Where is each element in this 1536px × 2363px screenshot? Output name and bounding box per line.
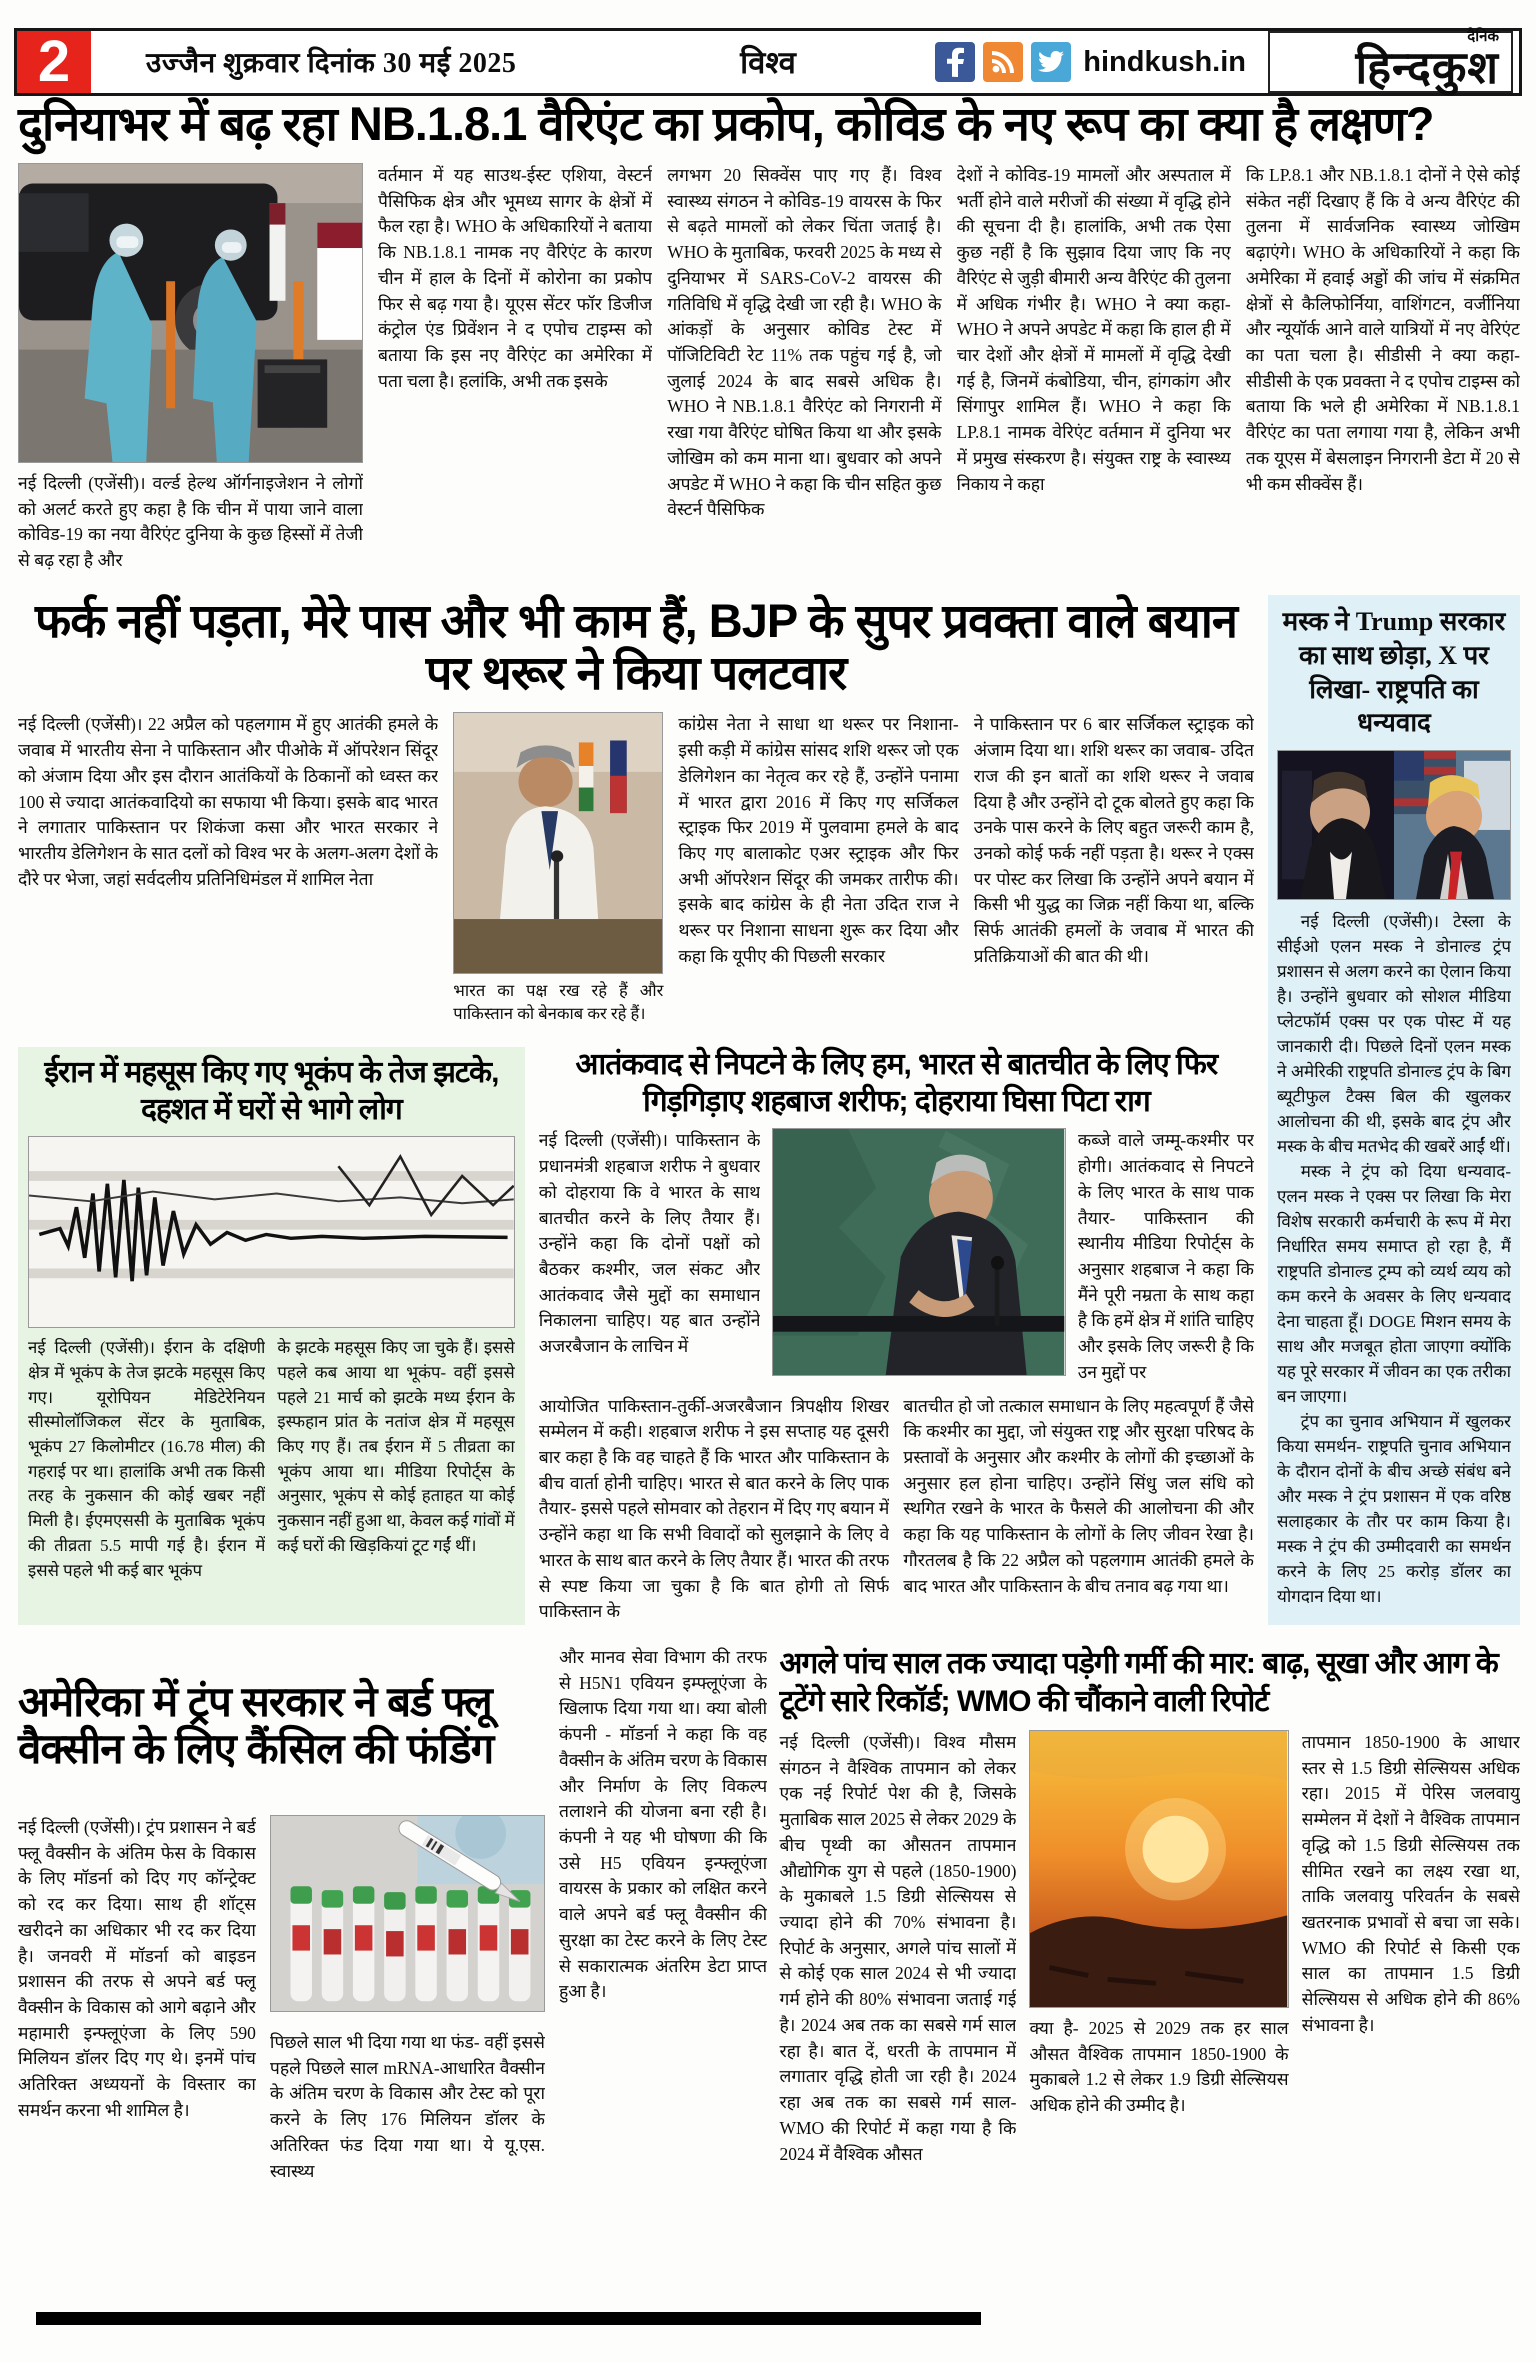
birdflu-column-left: नई दिल्ली (एजेंसी)। ट्रंप प्रशासन ने बर्ड फ्लू वैक्सीन के अंतिम फेस के विकास के लिए मॉडर्ना को दिए गए कॉन्ट्रेक्ट को रद कर दिया। साथ ही शॉट्स खरीदने का अधिकार भी रद कर दिया है। जनवरी में मॉडर्ना को बाइडन प्रशासन की तरफ से अपने बर्ड फ्लू वैक्सीन के विकास को आगे बढ़ाने और महामारी इन्फ्लूएंजा के लिए 590 मिलियन डॉलर दिए गए थे। इनमें पांच अतिरिक्त अध्ययनों के विस्तार का समर्थन करना भी शामिल है। [18,1817,256,2120]
logo-tagline: दैनिक [1467,28,1499,45]
covid-testing-photo [18,163,363,463]
covid-column-1: नई दिल्ली (एजेंसी)। वर्ल्ड हेल्थ ऑर्गनाइजेशन ने लोगों को अलर्ट करते हुए कहा है कि चीन में पाया जाने वाला कोविड-19 का नया वैरिएंट दुनिया के कुछ हिस्सों में तेजी से बढ़ रहा है और [18,473,363,571]
birdflu-column-right: और मानव सेवा विभाग की तरफ से H5N1 एवियन इम्फ्लूएंजा के खिलाफ दिया गया था। क्या बोली कंपनी - मॉडर्ना ने कहा कि वह वैक्सीन के अंतिम चरण के विकास और निर्माण के लिए विकल्प तलाशने की योजना बना रही है। कंपनी ने यह भी घोषणा की कि उसे H5 एवियन इन्फ्लूएंजा वायरस के प्रकार को लक्षित करने वाले अपने बर्ड फ्लू वैक्सीन की सुरक्षा का टेस्ट करने के लिए टेस्ट से सकारात्मक अंतरिम डेटा प्राप्त हुआ है। [558,1647,768,2002]
bottom-rule [36,2312,981,2325]
shehbaz-column-right: कब्जे वाले जम्मू-कश्मीर पर होगी। आतंकवाद से निपटने के लिए भारत के साथ पाक तैयार- पाकिस्तान की स्थानीय मीडिया रिपोर्ट्स के अनुसार शहबाज ने कहा कि मैंने पूरी नम्रता के साथ कहा है कि हमें क्षेत्र में शांति चाहिए और इसके लिए जरूरी है कि उन मुद्दों पर [1077,1130,1254,1382]
tharoor-headline: फर्क नहीं पड़ता, मेरे पास और भी काम हैं, BJP के सुपर प्रवक्ता वाले बयान पर थरूर ने किया पलटवार [34,594,1238,699]
tharoor-photo [453,712,663,974]
musk-paragraph-2: मस्क ने ट्रंप को दिया धन्यवाद- एलन मस्क ने एक्स पर लिखा कि मेरा विशेष सरकारी कर्मचारी के रूप में मेरा निर्धारित समय समाप्त हो रहा है, मैं राष्ट्रपति डोनाल्ड ट्रम्प को व्यर्थ व्यय को कम करने के अवसर के लिए धन्यवाद देना चाहता हूँ। DOGE मिशन समय के साथ और मजबूत होता जाएगा क्योंकि यह पूरे सरकार में जीवन का एक तरीका बन जाएगा। [1277,1162,1511,1406]
musk-paragraph-3: ट्रंप का चुनाव अभियान में खुलकर किया समर्थन- राष्ट्रपति चुनाव अभियान के दौरान दोनों के बीच अच्छे संबंध बने और मस्क ने ट्रंप प्रशासन में एक वरिष्ठ सलाहकार के तौर पर काम किया है। मस्क ने ट्रंप की उम्मीदवारी का समर्थन करने के लिए 25 करोड़ डॉलर का योगदान दिया था। [1277,1411,1511,1606]
iran-article [18,1047,525,1625]
iran-column-2: के झटके महसूस किए जा चुके हैं। इससे पहले कब आया था भूकंप- वहीं इससे पहले 21 मार्च को झटके मध्य ईरान के इस्फहान प्रांत के नतांज क्षेत्र में महसूस किए गए हैं। तब ईरान में 5 तीव्रता का भूकंप आया था। मीडिया रिपोर्ट्स के अनुसार, भूकंप से कोई हताहत या कोई नुकसान नहीं हुआ था, केवल कई गांवों में कई घरों की खिड़कियां टूट गईं थीं। [277,1338,515,1555]
heatwave-sunset-photo [1029,1730,1288,2008]
wmo-headline: अगले पांच साल तक ज्यादा पड़ेगी गर्मी की मार: बाढ़, सूखा और आग के टूटेंगे सारे रिकॉर्ड; WMO की चौंकाने वाली रिपोर्ट [779,1647,1498,1718]
birdflu-vaccine-photo [270,1815,545,2012]
shehbaz-article [539,1047,1254,1625]
section-title: विश्व [740,45,796,80]
shehbaz-bottom-left: आयोजित पाकिस्तान-तुर्की-अजरबैजान त्रिपक्षीय शिखर सम्मेलन में कही। शहबाज शरीफ ने इस सप्ताह यह दूसरी बार कहा है कि वह चाहते हैं कि भारत और पाकिस्तान के बीच वार्ता होनी चाहिए। भारत से बात करने के लिए पाक तैयार- इससे पहले सोमवार को तेहरान में दिए गए बयान में उन्होंने कहा था कि सभी विवादों को सुलझाने के लिए वे भारत के साथ बात करने के लिए तैयार हैं। भारत की तरफ से स्पष्ट किया जा चुका है कि बात होगी तो सिर्फ पाकिस्तान के [538,1395,890,1622]
shehbaz-photo [772,1128,1065,1376]
shehbaz-bottom-right: बातचीत हो जो तत्काल समाधान के लिए महत्वपूर्ण हैं जैसे कि कश्मीर का मुद्दा, जो संयुक्त राष्ट्र और सुरक्षा परिषद के प्रस्तावों के अनुसार और कश्मीर के लोगों की इच्छाओं के अनुसार हल होना चाहिए। उन्होंने सिंधु जल संधि को स्थगित रखने के भारत के फैसले की आलोचना की और कहा कि यह पाकिस्तान के लोगों के लिए जीवन रेखा है। गौरतलब है कि 22 अप्रैल को पहलगाम आतंकी हमले के बाद भारत और पाकिस्तान के बीच तनाव बढ़ गया था। [903,1395,1254,1596]
musk-paragraph-1: नई दिल्ली (एजेंसी)। टेस्ला के सीईओ एलन मस्क ने डोनाल्ड ट्रंप प्रशासन से अलग करने का ऐलान किया है। उन्होंने बुधवार को सोशल मीडिया प्लेटफॉर्म एक्स पर एक पोस्ट में यह जानकारी दी। पिछले दिनों एलन मस्क ने अमेरिकी राष्ट्रपति डोनाल्ड ट्रंप के बिग ब्यूटीफुल टैक्स बिल की खुलकर आलोचना की थी, इसके बाद ट्रंप और मस्क के बीच मतभेद की खबरें आईं थीं। [1277,912,1511,1157]
tharoor-article [18,712,1254,1029]
covid-headline: दुनियाभर में बढ़ रहा NB.1.8.1 वैरिएंट का प्रकोप, कोविड के नए रूप का क्या है लक्षण? [18,97,1434,150]
wmo-column-right: तापमान 1850-1900 के आधार स्तर से 1.5 डिग्री सेल्सियस अधिक रहा। 2015 में पेरिस जलवायु सम्मेलन में देशों ने वैश्विक तापमान वृद्धि को 1.5 डिग्री सेल्सियस तक सीमित रखने का लक्ष्य रखा था, ताकि जलवायु परिवर्तन के सबसे खतरनाक प्रभावों से बचा जा सके। WMO की रिपोर्ट से किसी एक साल का तापमान 1.5 डिग्री सेल्सियस से अधिक होने की 86% संभावना है। [1301,1732,1520,2035]
covid-column-3: लगभग 20 सिक्वेंस पाए गए हैं। विश्व स्वास्थ्य संगठन ने कोविड-19 वायरस के फिर से बढ़ते मामलों को लेकर चिंता जताई है। WHO के मुताबिक, फरवरी 2025 के मध्य से दुनियाभर में SARS-CoV-2 वायरस की गतिविधि में वृद्धि देखी जा रही है। WHO के आंकड़ों के अनुसार कोविड टेस्ट में पॉजिटिविटी रेट 11% तक पहुंच गई है, जो जुलाई 2024 के बाद सबसे अधिक है। WHO ने NB.1.8.1 वैरिएंट को निगरानी में रखा गया वैरिएंट घोषित किया था और इसके जोखिम को कम माना था। बुधवार को अपने अपडेट में WHO ने कहा कि चीन सहित कुछ वेस्टर्न पैसिफिक [667,165,942,520]
musk-sidebar [1268,595,1520,1625]
tharoor-column-2: कांग्रेस नेता ने साधा था थरूर पर निशाना- इसी कड़ी में कांग्रेस सांसद शशि थरूर जो एक डेलिगेशन का नेतृत्व कर रहे हैं, उन्होंने पनामा में भारत द्वारा 2016 में किए गए सर्जिकल स्ट्राइक फिर 2019 में पुलवामा हमले के बाद किए गए बालाकोट एअर स्ट्राइक और फिर अभी ऑपरेशन सिंदूर की जमकर तारीफ की। इसके बाद कांग्रेस के ही नेता उदित राज ने थरूर पर निशाना साधना शुरू कर दिया और कहा कि यूपीए की पिछली सरकार [678,714,959,966]
covid-article [18,163,1520,583]
seismograph-photo [28,1136,515,1328]
shehbaz-column-left: नई दिल्ली (एजेंसी)। पाकिस्तान के प्रधानमंत्री शहबाज शरीफ ने बुधवार को दोहराया कि वे भारत के साथ बातचीत करने के लिए तैयार हैं। उन्होंने कहा कि दोनों पक्षों को बैठकर कश्मीर, जल संकट और आतंकवाद जैसे मुद्दों का समाधान निकालना चाहिए। यह बात उन्होंने अजरबैजान के लाचिन में [538,1130,761,1357]
wmo-column-left: नई दिल्ली (एजेंसी)। विश्व मौसम संगठन ने वैश्विक तापमान को लेकर एक नई रिपोर्ट पेश की है, जिसके मुताबिक साल 2025 से लेकर 2029 के बीच पृथ्वी का औसतन तापमान औद्योगिक युग से पहले (1850-1900) के मुकाबले 1.5 डिग्री सेल्सियस से ज्यादा होने की 70% संभावना है। रिपोर्ट के अनुसार, अगले पांच सालों में से कोई एक साल 2024 से भी ज्यादा गर्म होने की 80% संभावना जताई गई है। 2024 अब तक का सबसे गर्म साल रहा है। बात दें, धरती के तापमान में लगातार वृद्धि होती जा रही है। 2024 रहा अब तक का सबसे गर्म साल- WMO की रिपोर्ट में कहा गया है कि 2024 में वैश्विक औसत [779,1732,1017,2164]
tharoor-column-1: नई दिल्ली (एजेंसी)। 22 अप्रैल को पहलगाम में हुए आतंकी हमले के जवाब में भारतीय सेना ने पाकिस्तान और पीओके में ऑपरेशन सिंदूर को अंजाम दिया और इस दौरान आतंकियों के ठिकानों को ध्वस्त कर 100 से ज्यादा आतंकवादियो का सफाया भी किया। इसके बाद भारत ने लगातार पाकिस्तान पर शिकंजा कसा और भारत सरकार ने भारतीय डेलिगेशन के सात दलों को विश्व भर के अलग-अलग देशों के दौरे पर भेजा, जहां सर्वदलीय प्रतिनिधिमंडल में शामिल नेता [18,714,439,889]
tharoor-column-3: ने पाकिस्तान पर 6 बार सर्जिकल स्ट्राइक को अंजाम दिया था। शशि थरूर का जवाब- उदित राज की इन बातों का शशि थरूर ने जवाब दिया है और उन्होंने दो टूक बोलते हुए कहा कि उनके पास करने के लिए बहुत जरूरी काम है, उनको कोई फर्क नहीं पड़ता है। थरूर ने एक्स पर पोस्ट कर लिखा कि उन्होंने अपने बयान में किसी भी युद्ध का जिक्र नहीं किया था, बल्कि सिर्फ आतंकी हमलों के जवाब में भारत की प्रतिक्रियाओं की बात की थी। [973,714,1254,966]
wmo-column-mid: क्या है- 2025 से 2029 तक हर साल औसत वैश्विक तापमान 1850-1900 के मुकाबले 1.2 से लेकर 1.9 डिग्री सेल्सियस अधिक होने की उम्मीद है। [1029,2018,1289,2116]
covid-column-2: वर्तमान में यह साउथ-ईस्ट एशिया, वेस्टर्न पैसिफिक क्षेत्र और भूमध्य सागर के क्षेत्रों में फैल रहा है। WHO के अधिकारियों ने बताया कि NB.1.8.1 नामक नए वैरिएंट के कारण चीन में हाल के दिनों में कोरोना का प्रकोप फिर से बढ़ गया है। यूएस सेंटर फॉर डिजीज कंट्रोल एंड प्रिवेंशन ने द एपोच टाइम्स को बताया कि इस नए वैरिएंट का अमेरिका में पता चला है। हलांकि, अभी तक इसके [378,165,653,391]
masthead [14,28,1522,96]
musk-trump-photo [1277,750,1511,900]
covid-column-5: कि LP.8.1 और NB.1.8.1 दोनों ने ऐसे कोई संकेत नहीं दिखाए हैं कि वे अन्य वैरिएंट की तुलना में सार्वजनिक स्वास्थ्य जोखिम बढ़ाएंगे। WHO के अधिकारियों ने कहा कि अमेरिका में हवाई अड्डों की जांच में संक्रमित क्षेत्रों से कैलिफोर्निया, वाशिंगटन, वर्जीनिया और न्यूयॉर्क आने वाले यात्रियों में नए वेरिएंट का पता चला है। सीडीसी ने क्या कहा- सीडीसी के एक प्रवक्ता ने द एपोच टाइम्स को बताया कि भले ही अमेरिका में NB.1.8.1 वैरिएंट का पता लगाया गया है, लेकिन अभी तक यूएस में बेसलाइन निगरानी डेटा में 20 से भी कम सीक्वेंस हैं। [1245,165,1520,494]
birdflu-article [18,1645,768,2305]
iran-headline: ईरान में महसूस किए गए भूकंप के तेज झटके, दहशत में घरों से भागे लोग [44,1056,499,1126]
musk-body [1277,910,1511,1615]
covid-column-4: देशों ने कोविड-19 मामलों और अस्पताल में भर्ती होने वाले मरीजों की संख्या में वृद्धि होने की सूचना दी है। हालांकि, अभी तक ऐसा कुछ नहीं है कि सुझाव दिया जाए कि नए वैरिएंट से जुड़ी बीमारी अन्य वैरिएंट की तुलना में अधिक गंभीर है। WHO ने क्या कहा- WHO ने अपने अपडेट में कहा कि हाल ही में चार देशों और क्षेत्रों में मामलों में वृद्धि देखी गई है, जिनमें कंबोडिया, चीन, हांगकांग और सिंगापुर शामिल हैं। WHO ने कहा कि LP.8.1 नामक वेरिएंट वर्तमान में दुनिया भर में प्रमुख संस्करण है। संयुक्त राष्ट्र के स्वास्थ्य निकाय ने कहा [956,165,1231,494]
page-number: 2 [17,31,91,93]
musk-title: मस्क ने Trump सरकार का साथ छोड़ा, X पर लिखा- राष्ट्रपति का धन्यवाद [1282,607,1506,738]
birdflu-headline: अमेरिका में ट्रंप सरकार ने बर्ड फ्लू वैक्सीन के लिए कैंसिल की फंडिंग [18,1677,494,1772]
logo-text: हिन्दकुश [1355,42,1499,93]
birdflu-column-mid: पिछले साल भी दिया गया था फंड- वहीं इससे पहले पिछले साल mRNA-आधारित वैक्सीन के अंतिम चरण के विकास और टेस्ट को पूरा करने के लिए 176 मिलियन डॉलर के अतिरिक्त फंड दिया गया था। ये यू.एस. स्वास्थ्य [269,2032,545,2181]
shehbaz-headline: आतंकवाद से निपटने के लिए हम, भारत से बातचीत के लिए फिर गिड़गिड़ाए शहबाज शरीफ; दोहराया घिसा पिटा राग [575,1048,1218,1118]
tharoor-photo-caption: भारत का पक्ष रख रहे हैं और पाकिस्तान को बेनकाब कर रहे हैं। [453,981,664,1023]
wmo-article [779,1645,1520,2305]
date-line: उज्जैन शुक्रवार दिनांक 30 मई 2025 [146,48,517,79]
website-link[interactable]: hindkush.in [1083,45,1246,78]
iran-column-1: नई दिल्ली (एजेंसी)। ईरान के दक्षिणी क्षेत्र में भूकंप के तेज झटके महसूस किए गए। यूरोपियन मेडिटेरेनियन सीस्मोलॉजिकल सेंटर के मुताबिक, भूकंप 27 किलोमीटर (16.78 मील) की गहराई पर था। हालांकि अभी तक किसी तरह के नुकसान की कोई खबर नहीं मिली है। ईएमएससी के मुताबिक भूकंप की तीव्रता 5.5 मापी गई है। ईरान में इससे पहले भी कई बार भूकंप [28,1338,266,1580]
